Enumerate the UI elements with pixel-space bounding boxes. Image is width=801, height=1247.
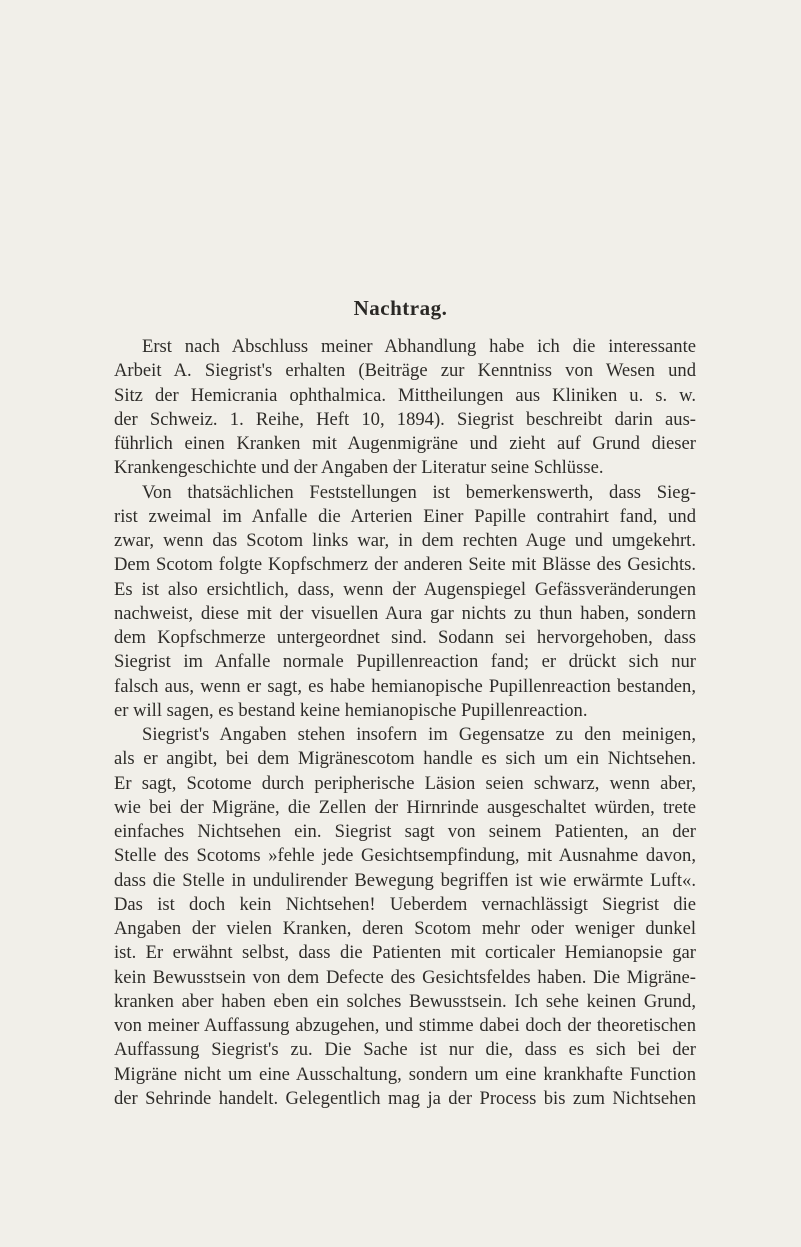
page-title: Nachtrag. bbox=[353, 296, 448, 320]
text-line: falsch aus, wenn er sagt, es habe hemianopische Pupillenreaction bestanden, bbox=[114, 675, 696, 697]
text-line: rist zweimal im Anfalle die Arterien Einer Papille contrahirt fand, und bbox=[114, 505, 696, 527]
text-line: einfaches Nichtsehen ein. Siegrist sagt von seinem Patienten, an der bbox=[114, 821, 696, 842]
text-line: als er angibt, bei dem Migränescotom handle es sich um ein Nichtsehen. bbox=[114, 748, 696, 770]
text-line: Arbeit A. Siegrist's erhalten (Beiträge zur Kenntniss von Wesen und bbox=[114, 360, 696, 382]
text-line: der Schweiz. 1. Reihe, Heft 10, 1894). Siegrist beschreibt darin aus- bbox=[114, 408, 696, 430]
text-line: Auffassung Siegrist's zu. Die Sache ist nur die, dass es sich bei der bbox=[114, 1039, 696, 1061]
text-line: wie bei der Migräne, die Zellen der Hirnrinde ausgeschaltet würden, trete bbox=[114, 796, 696, 818]
text-line: Angaben der vielen Kranken, deren Scotom mehr oder weniger dunkel bbox=[114, 918, 696, 939]
text-line: Er sagt, Scotome durch peripherische Läsion seien schwarz, wenn aber, bbox=[114, 772, 696, 794]
text-line: Sitz der Hemicrania ophthalmica. Mittheilungen aus Kliniken u. s. w. bbox=[114, 384, 696, 406]
text-line: Migräne nicht um eine Ausschaltung, sondern um eine krankhafte Function bbox=[114, 1063, 696, 1085]
text-line: kranken aber haben eben ein solches Bewusstsein. Ich sehe keinen Grund, bbox=[114, 990, 696, 1012]
text-line: Erst nach Abschluss meiner Abhandlung habe ich die interessante bbox=[142, 336, 696, 357]
text-line: ist. Er erwähnt selbst, dass die Patienten mit corticaler Hemianopsie gar bbox=[114, 942, 696, 964]
body-text bbox=[114, 335, 696, 1111]
text-line: kein Bewusstsein von dem Defecte des Gesichtsfeldes haben. Die Migräne- bbox=[114, 966, 696, 988]
text-line: Von thatsächlichen Feststellungen ist bemerkenswerth, dass Sieg- bbox=[142, 481, 696, 503]
text-line: er will sagen, es bestand keine hemianopische Pupillenreaction. bbox=[114, 699, 588, 721]
text-line: Das ist doch kein Nichtsehen! Ueberdem vernachlässigt Siegrist die bbox=[114, 893, 696, 915]
text-line: führlich einen Kranken mit Augenmigräne und zieht auf Grund dieser bbox=[114, 433, 696, 454]
text-line: dass die Stelle in undulirender Bewegung begriffen ist wie erwärmte Luft«. bbox=[114, 869, 696, 891]
text-line: Stelle des Scotoms »fehle jede Gesichtsempfindung, mit Ausnahme davon, bbox=[114, 845, 696, 867]
text-line: Krankengeschichte und der Angaben der Literatur seine Schlüsse. bbox=[114, 457, 604, 479]
text-line: dem Kopfschmerze untergeordnet sind. Sodann sei hervorgehoben, dass bbox=[114, 627, 696, 648]
text-line: Siegrist's Angaben stehen insofern im Gegensatze zu den meinigen, bbox=[142, 724, 696, 745]
text-line: der Sehrinde handelt. Gelegentlich mag ja der Process bis zum Nichtsehen bbox=[114, 1087, 696, 1109]
text-line: Siegrist im Anfalle normale Pupillenreaction fand; er drückt sich nur bbox=[114, 651, 696, 673]
text-line: von meiner Auffassung abzugehen, und stimme dabei doch der theoretischen bbox=[114, 1015, 696, 1036]
text-line: Es ist also ersichtlich, dass, wenn der Augenspiegel Gefässveränderungen bbox=[114, 578, 696, 600]
text-line: Dem Scotom folgte Kopfschmerz der anderen Seite mit Blässe des Gesichts. bbox=[114, 554, 696, 576]
text-line: zwar, wenn das Scotom links war, in dem rechten Auge und umgekehrt. bbox=[114, 530, 696, 551]
text-line: nachweist, diese mit der visuellen Aura gar nichts zu thun haben, sondern bbox=[114, 602, 696, 624]
